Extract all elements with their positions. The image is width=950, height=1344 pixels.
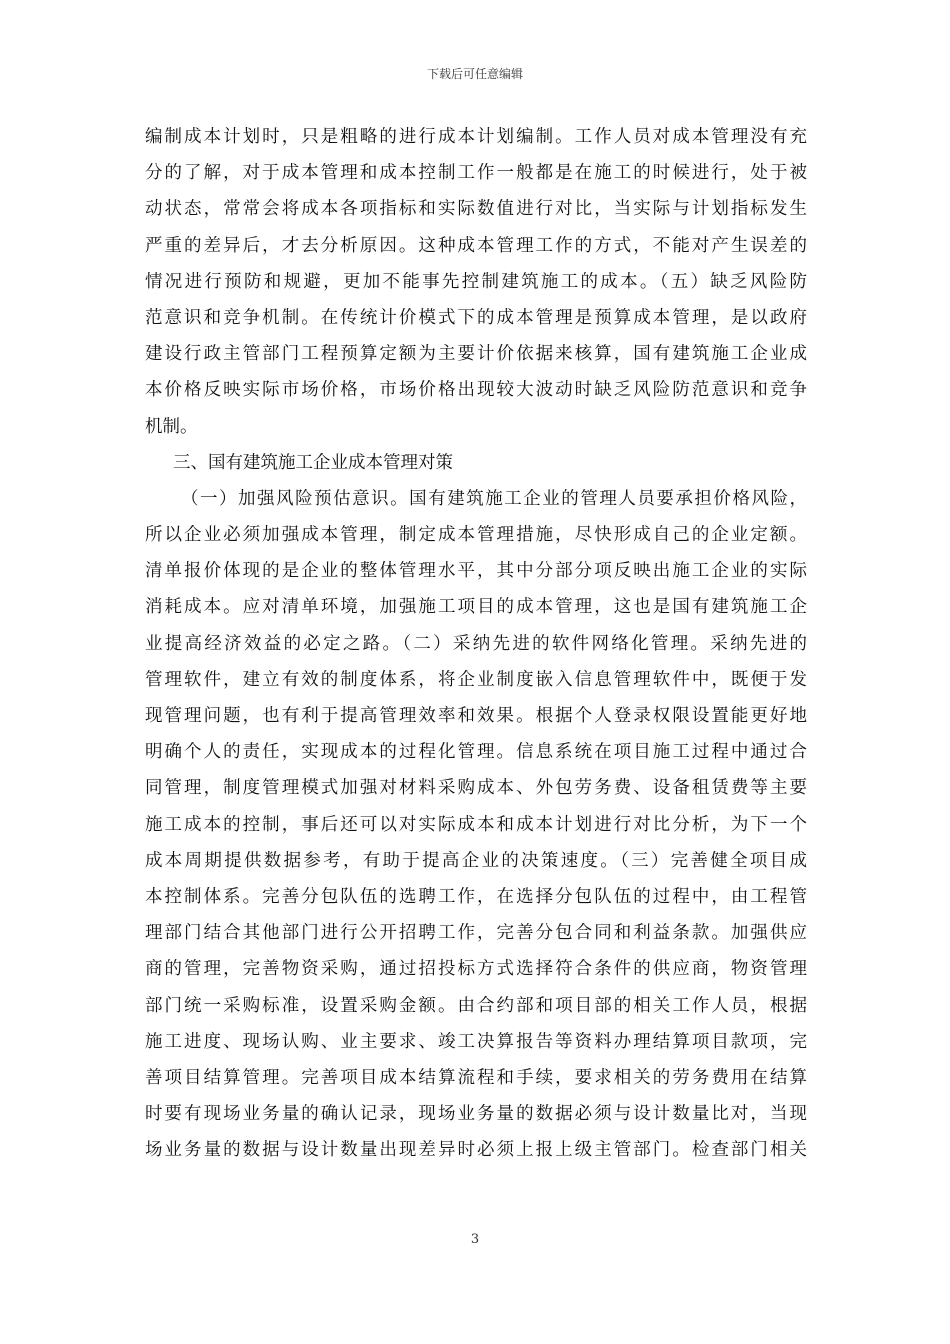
text-line: 严重的差异后，才去分析原因。这种成本管理工作的方式，不能对产生误差的 [145, 235, 807, 256]
document-body [145, 119, 807, 1168]
text-line: 现管理问题，也有利于提高管理效率和效果。根据个人登录权限设置能更好地 [145, 706, 807, 726]
text-line: 商的管理，完善物资采购，通过招投标方式选择符合条件的供应商，物资管理 [145, 959, 807, 980]
text-line: 管理软件，建立有效的制度体系，将企业制度嵌入信息管理软件中，既便于发 [145, 669, 807, 690]
text-line: 本控制体系。完善分包队伍的选聘工作，在选择分包队伍的过程中，由工程管 [145, 886, 807, 907]
text-line: 理部门结合其他部门进行公开招聘工作，完善分包合同和利益条款。加强供应 [145, 923, 807, 944]
text-line: 本价格反映实际市场价格，市场价格出现较大波动时缺乏风险防范意识和竞争 [145, 380, 807, 401]
text-line: 动状态，常常会将成本各项指标和实际数值进行对比，当实际与计划指标发生 [145, 199, 807, 220]
text-line: 施工进度、现场认购、业主要求、竣工决算报告等资料办理结算项目款项，完 [145, 1031, 807, 1052]
text-line: 建设行政主管部门工程预算定额为主要计价依据来核算，国有建筑施工企业成 [145, 344, 807, 365]
section-heading: 三、国有建筑施工企业成本管理对策 [173, 452, 453, 473]
text-line: 场业务量的数据与设计数量出现差异时必须上报上级主管部门。检查部门相关 [145, 1140, 807, 1161]
page-header: 下载后可任意编辑 [426, 67, 523, 81]
text-line: 明确个人的责任，实现成本的过程化管理。信息系统在项目施工过程中通过合 [145, 742, 807, 763]
text-line: 成本周期提供数据参考，有助于提高企业的决策速度。（三）完善健全项目成 [145, 850, 807, 871]
text-line: 编制成本计划时，只是粗略的进行成本计划编制。工作人员对成本管理没有充 [145, 127, 807, 147]
text-line: 善项目结算管理。完善项目成本结算流程和手续，要求相关的劳务费用在结算 [145, 1067, 807, 1088]
text-line: 清单报价体现的是企业的整体管理水平，其中分部分项反映出施工企业的实际 [145, 561, 807, 582]
text-line: 施工成本的控制，事后还可以对实际成本和成本计划进行对比分析，为下一个 [145, 814, 807, 835]
text-line: （一）加强风险预估意识。国有建筑施工企业的管理人员要承担价格风险， [181, 488, 807, 509]
text-line: 业提高经济效益的必定之路。（二）采纳先进的软件网络化管理。采纳先进的 [145, 633, 807, 654]
text-line: 同管理，制度管理模式加强对材料采购成本、外包劳务费、设备租赁费等主要 [145, 778, 807, 799]
text-line: 部门统一采购标准，设置采购金额。由合约部和项目部的相关工作人员，根据 [145, 995, 807, 1016]
text-line: 所以企业必须加强成本管理，制定成本管理措施，尽快形成自己的企业定额。 [145, 525, 807, 546]
page-number: 3 [470, 1232, 480, 1247]
text-line: 时要有现场业务量的确认记录，现场业务量的数据必须与设计数量比对，当现 [145, 1104, 807, 1125]
text-line: 消耗成本。应对清单环境，加强施工项目的成本管理，这也是国有建筑施工企 [145, 597, 807, 618]
text-line: 分的了解，对于成本管理和成本控制工作一般都是在施工的时候进行，处于被 [145, 163, 807, 184]
text-line: 范意识和竞争机制。在传统计价模式下的成本管理是预算成本管理，是以政府 [145, 307, 807, 328]
text-line: 情况进行预防和规避，更加不能事先控制建筑施工的成本。（五）缺乏风险防 [145, 271, 807, 292]
text-line: 机制。 [145, 416, 198, 437]
